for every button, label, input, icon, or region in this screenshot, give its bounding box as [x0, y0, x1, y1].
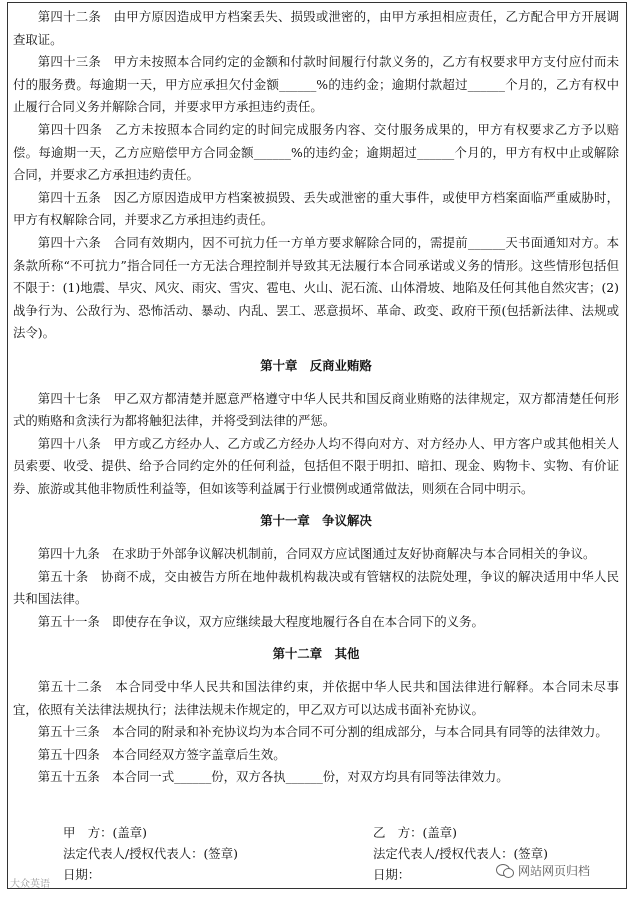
party-b-name: 乙 方：(盖章) — [373, 825, 458, 840]
party-a-signature — [63, 822, 238, 885]
article-44: 第四十四条 乙方未按照本合同约定的时间完成服务内容、交付服务成果的，甲方有权要求乙方予以赔偿。每逾期一天，乙方应赔偿甲方合同金额______%的违约金；逾期超过______个月的，甲方有权中止或解除合同，并要求乙方承担违约责任。 — [13, 121, 619, 183]
article-50: 第五十条 协商不成，交由被告方所在地仲裁机构裁决或有管辖权的法院处理，争议的解决适用中华人民共和国法律。 — [13, 568, 619, 607]
chapter-11-heading: 第十一章 争议解决 — [260, 513, 372, 529]
party-b-date: 日期： — [373, 867, 411, 882]
article-55: 第五十五条 本合同一式______份，双方各执______份，对双方均具有同等法律效力。 — [37, 769, 509, 785]
party-b-representative: 法定代表人/授权代表人：(签章) — [373, 846, 548, 861]
article-51: 第五十一条 即使存在争议，双方应继续最大程度地履行各自在本合同下的义务。 — [37, 613, 484, 629]
watermark-right — [496, 862, 590, 879]
party-a-date: 日期： — [63, 867, 101, 882]
article-48: 第四十八条 甲方或乙方经办人、乙方或乙方经办人均不得向对方、对方经办人、甲方客户或其他相关人员索要、收受、提供、给予合同约定外的任何利益，包括但不限于明扣、暗扣、现金、购物卡、实物、有价证券、旅游或其他非物质性利益等，但如该等利益属于行业惯例或通常做法，则须在合同中明示。 — [13, 435, 619, 496]
article-47: 第四十七条 甲乙双方都清楚并愿意严格遵守中华人民共和国反商业贿赂的法律规定，双方都清楚任何形式的贿赂和贪渎行为都将触犯法律，并将受到法律的严惩。 — [13, 390, 619, 429]
article-52: 第五十二条 本合同受中华人民共和国法律约束，并依据中华人民共和国法律进行解释。本合同未尽事宜，依照有关法律法规执行；法律法规未作规定的，甲乙双方可以达成书面补充协议。 — [13, 679, 619, 717]
wechat-icon — [496, 864, 514, 878]
watermark-left-text: 大众英语 — [10, 879, 50, 890]
watermark-right-text: 网站网页归档 — [518, 864, 591, 878]
party-a-name: 甲 方：(盖章) — [63, 825, 148, 840]
contract-body — [13, 6, 619, 789]
article-45: 第四十五条 因乙方原因造成甲方档案被损毁、丢失或泄密的重大事件，或使甲方档案面临严重威胁时，甲方有权解除合同，并要求乙方承担违约责任。 — [13, 189, 619, 228]
watermark-left — [10, 875, 50, 890]
chapter-12-heading: 第十二章 其他 — [272, 646, 360, 662]
article-46: 第四十六条 合同有效期内，因不可抗力任一方单方要求解除合同的，需提前______天书面通知对方。本条款所称“不可抗力”指合同任一方无法合理控制并导致其无法履行本合同承诺或义务的情形。这些情形包括但不限于：(1)地震、旱灾、风灾、雨灾、雪灾、雹电、火山、泥石流、山体滑坡、地陷及任何其他自然灾害；(2)战争行为、公敌行为、恐怖活动、暴动、内乱、罢工、恶意损坏、革命、政变、政府干预(包括新法律、法规或法令)。 — [13, 234, 619, 341]
article-49: 第四十九条 在求助于外部争议解决机制前，合同双方应试图通过友好协商解决与本合同相关的争议。 — [37, 546, 596, 562]
party-a-representative: 法定代表人/授权代表人：(签章) — [63, 846, 238, 861]
article-42: 第四十二条 由甲方原因造成甲方档案丢失、损毁或泄密的，由甲方承担相应责任，乙方配合甲方开展调查取证。 — [13, 9, 619, 47]
chapter-10-heading: 第十章 反商业贿赂 — [260, 357, 372, 373]
article-43: 第四十三条 甲方未按照本合同约定的金额和付款时间履行付款义务的，乙方有权要求甲方支付应付而未付的服务费。每逾期一天，甲方应承担欠付金额______%的违约金；逾期付款超过______个月的，乙方有权中止履行合同义务并解除合同，并要求甲方承担违约责任。 — [13, 54, 619, 115]
article-54: 第五十四条 本合同经双方签字盖章后生效。 — [37, 746, 286, 762]
article-53: 第五十三条 本合同的附录和补充协议均为本合同不可分割的组成部分，与本合同具有同等的法律效力。 — [37, 724, 608, 740]
